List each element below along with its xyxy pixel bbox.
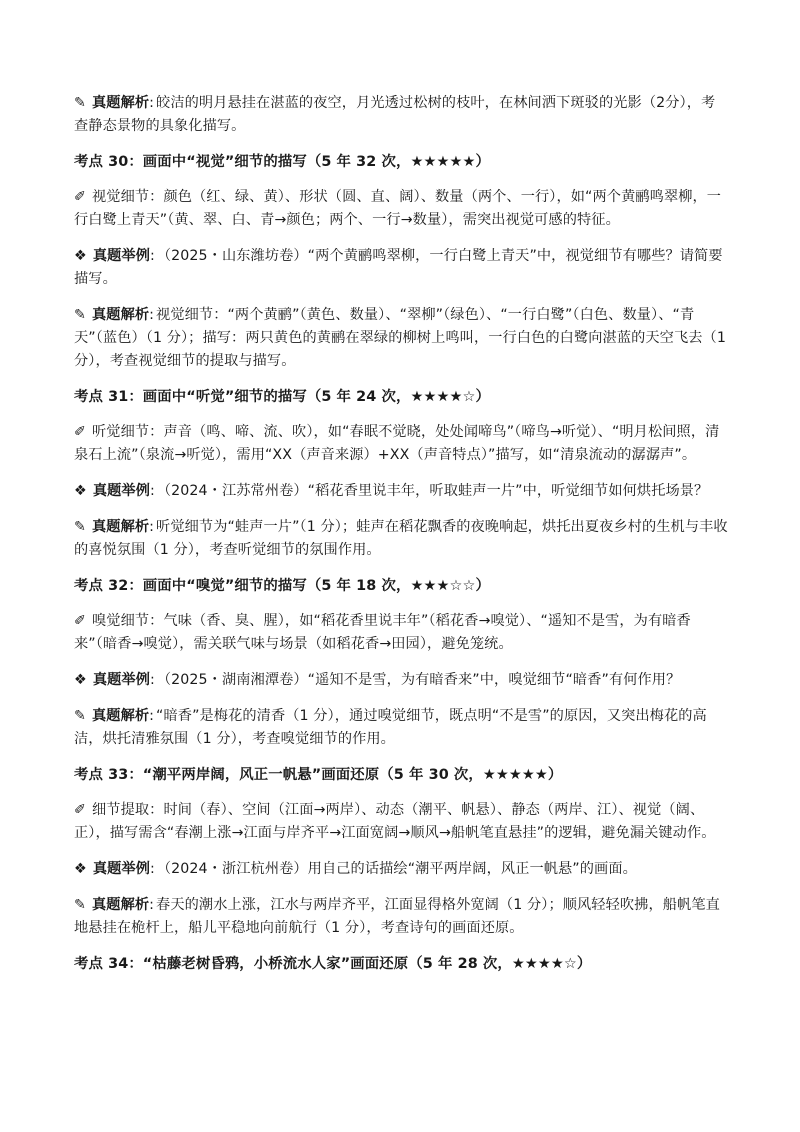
analysis-tag: 真题解析 [92, 95, 150, 111]
knowledge-point-paragraph [74, 610, 728, 656]
tag-colon: : [149, 861, 155, 877]
knowledge-point-text: 细节提取：时间（春）、空间（江面→两岸）、动态（潮平、帆悬）、静态（两岸、江）、视觉（阔、正），描写需含“春潮上涨→江面与岸齐平→江面宽阔→顺风→船帆笔直悬挂”的逻辑，避免漏关键动作。 [74, 802, 716, 841]
pencil-icon: ✎ [74, 95, 86, 111]
tag-colon: : [149, 307, 155, 323]
knowledge-point-paragraph [74, 186, 728, 232]
pencil-icon: ✎ [74, 708, 86, 724]
tag-colon: : [149, 95, 155, 111]
example-tag: 真题举例 [92, 672, 150, 688]
example-paragraph [74, 669, 728, 692]
analysis-text: “暗香”是梅花的清香（1 分），通过嗅觉细节，既点明“不是雪”的原因，又突出梅花的高洁，烘托清雅氛围（1 分），考查嗅觉细节的作用。 [74, 708, 707, 747]
example-paragraph [74, 858, 728, 881]
diamond-bullet-icon: ❖ [74, 672, 87, 688]
analysis-text: 听觉细节为“蛙声一片”（1 分）；蛙声在稻花飘香的夜晚响起，烘托出夏夜乡村的生机与丰收的喜悦氛围（1 分），考查听觉细节的氛围作用。 [74, 519, 728, 558]
example-text: （2024・浙江杭州卷）用自己的话描绘“潮平两岸阔，风正一帆悬”的画面。 [156, 861, 637, 877]
knowledge-point-text: 听觉细节：声音（鸣、啼、流、吹），如“春眠不觉晓，处处闻啼鸟”（啼鸟→听觉）、“明月松间照，清泉石上流”（泉流→听觉），需用“XX（声音来源）+XX（声音特点）”描写，如“清泉流动的潺潺声”。 [74, 424, 720, 463]
analysis-tag: 真题解析 [92, 307, 150, 323]
analysis-tag: 真题解析 [92, 708, 150, 724]
analysis-text: 皎洁的明月悬挂在湛蓝的夜空，月光透过松树的枝叶，在林间洒下斑驳的光影（2分），考查静态景物的具象化描写。 [74, 95, 716, 134]
tag-colon: : [149, 708, 155, 724]
tag-colon: : [149, 483, 155, 499]
section-heading-32: 考点 32：画面中“嗅觉”细节的描写（5 年 18 次，★★★☆☆） [74, 578, 490, 594]
example-text: （2025・山东潍坊卷）“两个黄鹂鸣翠柳，一行白鹭上青天”中，视觉细节有哪些？请简要描写。 [74, 248, 723, 287]
tag-colon: : [149, 897, 155, 913]
analysis-paragraph [74, 516, 728, 562]
analysis-text: 春天的潮水上涨，江水与两岸齐平，江面显得格外宽阔（1 分）；顺风轻轻吹拂，船帆笔直地悬挂在桅杆上，船儿平稳地向前航行（1 分），考查诗句的画面还原。 [74, 897, 720, 936]
analysis-tag: 真题解析 [92, 519, 150, 535]
analysis-text: 视觉细节：“两个黄鹂”（黄色、数量）、“翠柳”（绿色）、“一行白鹭”（白色、数量）、“青天”（蓝色）（1 分）；描写：两只黄色的黄鹂在翠绿的柳树上鸣叫，一行白色的白鹭向湛蓝的天空飞去（1 分），考查视觉细节的提取与描写。 [74, 307, 726, 369]
knowledge-point-text: 视觉细节：颜色（红、绿、黄）、形状（圆、直、阔）、数量（两个、一行），如“两个黄鹂鸣翠柳，一行白鹭上青天”（黄、翠、白、青→颜色；两个、一行→数量），需突出视觉可感的特征。 [74, 189, 722, 228]
writing-hand-icon: ✐ [74, 424, 86, 440]
example-text: （2025・湖南湘潭卷）“遥知不是雪，为有暗香来”中，嗅觉细节“暗香”有何作用？ [156, 672, 681, 688]
pencil-icon: ✎ [74, 897, 86, 913]
example-paragraph [74, 245, 728, 291]
diamond-bullet-icon: ❖ [74, 248, 87, 264]
writing-hand-icon: ✐ [74, 613, 86, 629]
example-tag: 真题举例 [92, 483, 150, 499]
example-paragraph [74, 480, 728, 503]
knowledge-point-paragraph [74, 799, 728, 845]
writing-hand-icon: ✐ [74, 802, 86, 818]
pencil-icon: ✎ [74, 307, 86, 323]
analysis-paragraph [74, 304, 728, 373]
tag-colon: : [149, 248, 155, 264]
section-heading-31: 考点 31：画面中“听觉”细节的描写（5 年 24 次，★★★★☆） [74, 389, 490, 405]
example-tag: 真题举例 [92, 861, 150, 877]
knowledge-point-text: 嗅觉细节：气味（香、臭、腥），如“稻花香里说丰年”（稻花香→嗅觉）、“遥知不是雪，为有暗香来”（暗香→嗅觉），需关联气味与场景（如稻花香→田园），避免笼统。 [74, 613, 691, 652]
example-tag: 真题举例 [92, 248, 150, 264]
analysis-paragraph [74, 92, 728, 138]
analysis-tag: 真题解析 [92, 897, 150, 913]
tag-colon: : [149, 519, 155, 535]
tag-colon: : [149, 672, 155, 688]
knowledge-point-paragraph [74, 421, 728, 467]
diamond-bullet-icon: ❖ [74, 483, 87, 499]
analysis-paragraph [74, 705, 728, 751]
example-text: （2024・江苏常州卷）“稻花香里说丰年，听取蛙声一片”中，听觉细节如何烘托场景？ [156, 483, 709, 499]
diamond-bullet-icon: ❖ [74, 861, 87, 877]
writing-hand-icon: ✐ [74, 189, 86, 205]
section-heading-30: 考点 30：画面中“视觉”细节的描写（5 年 32 次，★★★★★） [74, 154, 490, 170]
section-heading-34: 考点 34：“枯藤老树昏鸦，小桥流水人家”画面还原（5 年 28 次，★★★★☆） [74, 956, 592, 972]
analysis-paragraph [74, 894, 728, 940]
section-heading-33: 考点 33：“潮平两岸阔，风正一帆悬”画面还原（5 年 30 次，★★★★★） [74, 767, 563, 783]
pencil-icon: ✎ [74, 519, 86, 535]
